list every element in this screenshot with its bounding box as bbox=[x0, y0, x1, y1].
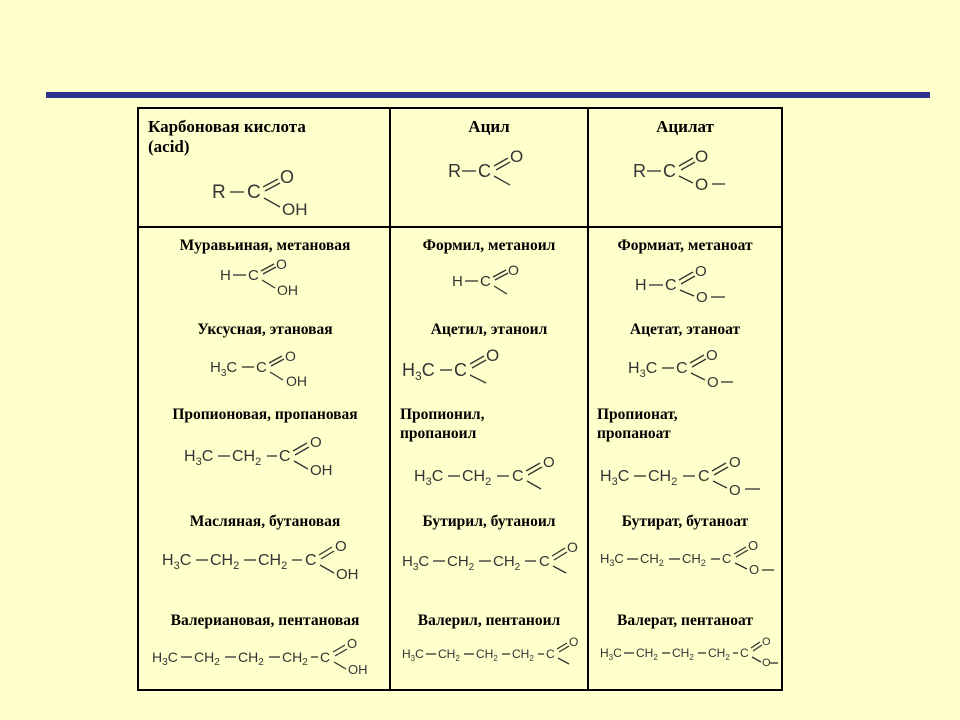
title-rule bbox=[46, 92, 930, 98]
svg-text:OH: OH bbox=[348, 662, 368, 677]
svg-text:O: O bbox=[762, 657, 771, 669]
row5-acyl-name: Валерил, пентаноил bbox=[417, 612, 561, 629]
row3-acid-name: Пропионовая, пропановая bbox=[172, 406, 358, 423]
svg-text:O: O bbox=[276, 256, 287, 272]
svg-text:H: H bbox=[452, 273, 463, 290]
svg-text:C: C bbox=[676, 360, 688, 377]
svg-text:CH2: $CH_2$ bbox=[648, 468, 678, 488]
svg-text:CH2: $CH_2$ bbox=[447, 553, 475, 573]
svg-text:O: O bbox=[762, 636, 771, 648]
svg-text:C: C bbox=[320, 649, 331, 665]
svg-text:C: C bbox=[512, 468, 524, 485]
svg-text:C: C bbox=[256, 359, 267, 376]
header-acylate: Ацилат bbox=[656, 117, 714, 136]
svg-text:O: O bbox=[695, 263, 707, 280]
svg-text:C: C bbox=[740, 646, 749, 660]
svg-text:CH2: $CH_2$ bbox=[708, 646, 730, 662]
svg-text:H3C: $H_3C$ bbox=[600, 468, 630, 488]
formula-acetic-acid bbox=[208, 343, 318, 391]
svg-text:C: C bbox=[248, 267, 259, 284]
svg-text:O: O bbox=[706, 347, 718, 364]
svg-text:CH2: $CH_2$ bbox=[636, 646, 658, 662]
svg-text:C: C bbox=[478, 161, 491, 181]
svg-text:CH2: $CH_2$ bbox=[194, 649, 220, 668]
svg-text:CH2: $CH_2$ bbox=[258, 552, 288, 572]
formula-acetate bbox=[626, 343, 741, 391]
svg-text:CH2: $CH_2$ bbox=[238, 649, 264, 668]
svg-text:H: H bbox=[635, 277, 647, 294]
svg-text:OH: OH bbox=[310, 462, 333, 479]
row4-acid-name: Масляная, бутановая bbox=[189, 513, 341, 530]
svg-text:CH2: $CH_2$ bbox=[640, 551, 664, 568]
svg-text:H3C: $H_3C$ bbox=[402, 647, 424, 663]
formula-acylate-generic bbox=[633, 145, 733, 195]
svg-text:H3C: $H_3C$ bbox=[162, 552, 192, 572]
svg-text:C: C bbox=[698, 468, 710, 485]
svg-text:O: O bbox=[569, 635, 579, 649]
svg-text:H3C: $H_3C$ bbox=[152, 649, 178, 668]
header-acid-line2: (acid) bbox=[148, 137, 190, 156]
svg-text:OH: OH bbox=[286, 373, 307, 389]
svg-text:O: O bbox=[347, 636, 358, 651]
header-acyl: Ацил bbox=[468, 117, 510, 136]
formula-butyrate bbox=[598, 536, 778, 582]
svg-text:H3C: $H_3C$ bbox=[402, 360, 435, 383]
svg-text:H3C: $H_3C$ bbox=[414, 468, 444, 488]
row2-acyl-name: Ацетил, этаноил bbox=[430, 321, 548, 338]
column-divider bbox=[389, 109, 391, 689]
svg-text:CH2: $CH_2$ bbox=[438, 647, 460, 663]
row1-acyl-name: Формил, метаноил bbox=[422, 237, 556, 254]
svg-text:OH: OH bbox=[277, 282, 298, 298]
svg-text:CH2: $CH_2$ bbox=[282, 649, 308, 668]
svg-text:CH2: $CH_2$ bbox=[672, 646, 694, 662]
svg-text:OH: OH bbox=[336, 566, 359, 583]
svg-text:O: O bbox=[729, 454, 741, 471]
formula-acetyl bbox=[400, 343, 500, 389]
svg-text:H3C: $H_3C$ bbox=[184, 448, 214, 468]
svg-text:R: R bbox=[633, 161, 646, 181]
header-divider bbox=[139, 226, 781, 228]
row2-acylate-name: Ацетат, этаноат bbox=[629, 321, 741, 338]
row3-acylate-name: Пропионат, пропаноат bbox=[597, 406, 678, 442]
svg-text:O: O bbox=[567, 539, 578, 555]
row2-acid-name: Уксусная, этановая bbox=[197, 321, 333, 338]
svg-text:O: O bbox=[748, 538, 759, 553]
header-acid bbox=[148, 117, 306, 157]
svg-text:O: O bbox=[510, 147, 524, 166]
formula-acyl-generic bbox=[446, 145, 536, 190]
formula-butyryl bbox=[400, 536, 585, 582]
formula-propionyl bbox=[412, 450, 562, 496]
svg-text:O: O bbox=[280, 167, 295, 187]
row1-acylate-name: Формиат, метаноат bbox=[617, 237, 753, 254]
svg-text:O: O bbox=[707, 374, 719, 391]
formula-acid-generic bbox=[210, 163, 320, 221]
svg-text:C: C bbox=[480, 273, 491, 290]
formula-butyric-acid bbox=[160, 532, 365, 586]
svg-text:H3C: $H_3C$ bbox=[210, 359, 238, 379]
svg-text:H3C: $H_3C$ bbox=[600, 551, 624, 568]
formula-valeric-acid bbox=[150, 633, 375, 683]
column-divider bbox=[587, 109, 589, 689]
formula-formic-acid bbox=[218, 253, 308, 301]
formula-valeryl bbox=[400, 633, 585, 675]
svg-text:C: C bbox=[305, 552, 317, 569]
svg-text:O: O bbox=[543, 454, 555, 471]
formula-formyl bbox=[450, 257, 530, 297]
header-acid-line1: Карбоновая кислота bbox=[148, 117, 306, 136]
svg-text:H3C: $H_3C$ bbox=[402, 553, 430, 573]
svg-text:C: C bbox=[279, 448, 291, 465]
row4-acyl-name: Бутирил, бутаноил bbox=[422, 513, 556, 530]
svg-text:C: C bbox=[546, 647, 555, 661]
svg-text:C: C bbox=[247, 182, 261, 203]
row5-acylate-name: Валерат, пентаноат bbox=[617, 612, 753, 629]
svg-text:O: O bbox=[696, 289, 708, 306]
svg-text:CH2: $CH_2$ bbox=[210, 552, 240, 572]
svg-text:O: O bbox=[749, 562, 760, 577]
svg-text:C: C bbox=[722, 551, 732, 566]
svg-text:CH2: $CH_2$ bbox=[493, 553, 521, 573]
svg-text:C: C bbox=[665, 277, 677, 294]
svg-text:CH2: $CH_2$ bbox=[232, 448, 262, 468]
svg-text:CH2: $CH_2$ bbox=[462, 468, 492, 488]
svg-text:C: C bbox=[454, 360, 467, 380]
row1-acid-name: Муравьиная, метановая bbox=[179, 237, 351, 254]
formula-propionic-acid bbox=[182, 430, 342, 482]
row3-acyl-name: Пропионил, пропаноил bbox=[400, 406, 485, 442]
svg-text:O: O bbox=[695, 175, 709, 194]
svg-text:O: O bbox=[486, 346, 500, 365]
row5-acid-name: Валериановая, пентановая bbox=[170, 612, 360, 629]
svg-text:O: O bbox=[335, 538, 347, 555]
svg-text:O: O bbox=[310, 434, 322, 451]
row4-acylate-name: Бутират, бутаноат bbox=[621, 513, 749, 530]
svg-text:O: O bbox=[285, 348, 296, 364]
svg-text:C: C bbox=[539, 553, 550, 570]
svg-text:H3C: $H_3C$ bbox=[600, 646, 622, 662]
svg-text:CH2: $CH_2$ bbox=[476, 647, 498, 663]
svg-text:H: H bbox=[220, 267, 231, 284]
svg-text:O: O bbox=[508, 262, 519, 278]
svg-text:O: O bbox=[729, 482, 741, 499]
svg-text:CH2: $CH_2$ bbox=[512, 647, 534, 663]
svg-text:OH: OH bbox=[282, 200, 308, 219]
formula-valerate bbox=[598, 633, 780, 675]
svg-text:O: O bbox=[695, 147, 709, 166]
svg-text:C: C bbox=[663, 161, 676, 181]
svg-text:R: R bbox=[212, 182, 226, 203]
formula-propionate bbox=[598, 450, 768, 500]
svg-text:R: R bbox=[448, 161, 461, 181]
svg-text:CH2: $CH_2$ bbox=[682, 551, 706, 568]
formula-formate bbox=[633, 257, 733, 307]
svg-text:H3C: $H_3C$ bbox=[628, 360, 658, 380]
